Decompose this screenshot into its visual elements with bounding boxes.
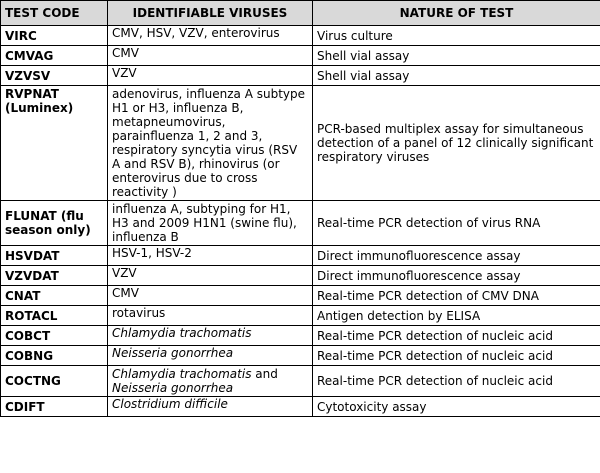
table-row xyxy=(1,66,600,86)
nature-cell: Direct immunofluorescence assay xyxy=(313,246,600,266)
test-code-cell: VZVDAT xyxy=(1,266,108,286)
nature-cell: PCR-based multiplex assay for simultaneous detection of a panel of 12 clinically significant respiratory viruses xyxy=(313,86,600,201)
viruses-cell: CMV xyxy=(108,46,313,66)
viruses-cell: rotavirus xyxy=(108,306,313,326)
viruses-cell: adenovirus, influenza A subtype H1 or H3, influenza B, metapneumovirus, parainfluenza 1, 2 and 3, respiratory syncytia virus (RSV A and RSV B), rhinovirus (or enterovirus due to cross reactivity ) xyxy=(108,86,313,201)
nature-cell: Shell vial assay xyxy=(313,66,600,86)
nature-cell: Cytotoxicity assay xyxy=(313,397,600,417)
header-row xyxy=(1,1,600,26)
table-row xyxy=(1,201,600,246)
nature-cell: Antigen detection by ELISA xyxy=(313,306,600,326)
test-code-cell: CNAT xyxy=(1,286,108,306)
viruses-cell: VZV xyxy=(108,66,313,86)
header-identifiable-viruses: IDENTIFIABLE VIRUSES xyxy=(108,1,313,26)
test-code-cell: RVPNAT (Luminex) xyxy=(1,86,108,201)
nature-cell: Real-time PCR detection of nucleic acid xyxy=(313,366,600,397)
viruses-and: and xyxy=(251,367,278,381)
viruses-cell: VZV xyxy=(108,266,313,286)
nature-cell: Direct immunofluorescence assay xyxy=(313,266,600,286)
test-code-cell: COCTNG xyxy=(1,366,108,397)
test-code-cell: CMVAG xyxy=(1,46,108,66)
test-code-cell: HSVDAT xyxy=(1,246,108,266)
viruses-cell: influenza A, subtyping for H1, H3 and 2009 H1N1 (swine flu), influenza B xyxy=(108,201,313,246)
nature-cell: Real-time PCR detection of virus RNA xyxy=(313,201,600,246)
nature-cell: Real-time PCR detection of CMV DNA xyxy=(313,286,600,306)
viruses-cell: HSV-1, HSV-2 xyxy=(108,246,313,266)
viruses-cell xyxy=(108,366,313,397)
viruses-part1: Chlamydia trachomatis xyxy=(112,367,252,381)
nature-cell: Real-time PCR detection of nucleic acid xyxy=(313,346,600,366)
table-row xyxy=(1,306,600,326)
test-code-cell: COBNG xyxy=(1,346,108,366)
viruses-cell: Clostridium difficile xyxy=(108,397,313,417)
table-row xyxy=(1,366,600,397)
test-code-cell: FLUNAT (flu season only) xyxy=(1,201,108,246)
nature-cell: Virus culture xyxy=(313,26,600,46)
nature-cell: Real-time PCR detection of nucleic acid xyxy=(313,326,600,346)
viruses-cell: Neisseria gonorrhea xyxy=(108,346,313,366)
table-row xyxy=(1,246,600,266)
viruses-part2: Neisseria gonorrhea xyxy=(112,381,234,395)
table-row xyxy=(1,26,600,46)
table-row xyxy=(1,326,600,346)
table-row xyxy=(1,266,600,286)
table-row xyxy=(1,86,600,201)
test-code-cell: VIRC xyxy=(1,26,108,46)
test-code-cell: CDIFT xyxy=(1,397,108,417)
table-row xyxy=(1,286,600,306)
nature-cell: Shell vial assay xyxy=(313,46,600,66)
viruses-cell: CMV, HSV, VZV, enterovirus xyxy=(108,26,313,46)
header-test-code: TEST CODE xyxy=(1,1,108,26)
table-row xyxy=(1,397,600,417)
test-code-cell: VZVSV xyxy=(1,66,108,86)
test-code-cell: ROTACL xyxy=(1,306,108,326)
header-nature-of-test: NATURE OF TEST xyxy=(313,1,600,26)
table-row xyxy=(1,46,600,66)
viruses-cell: Chlamydia trachomatis xyxy=(108,326,313,346)
table-row xyxy=(1,346,600,366)
viruses-cell: CMV xyxy=(108,286,313,306)
test-code-cell: COBCT xyxy=(1,326,108,346)
